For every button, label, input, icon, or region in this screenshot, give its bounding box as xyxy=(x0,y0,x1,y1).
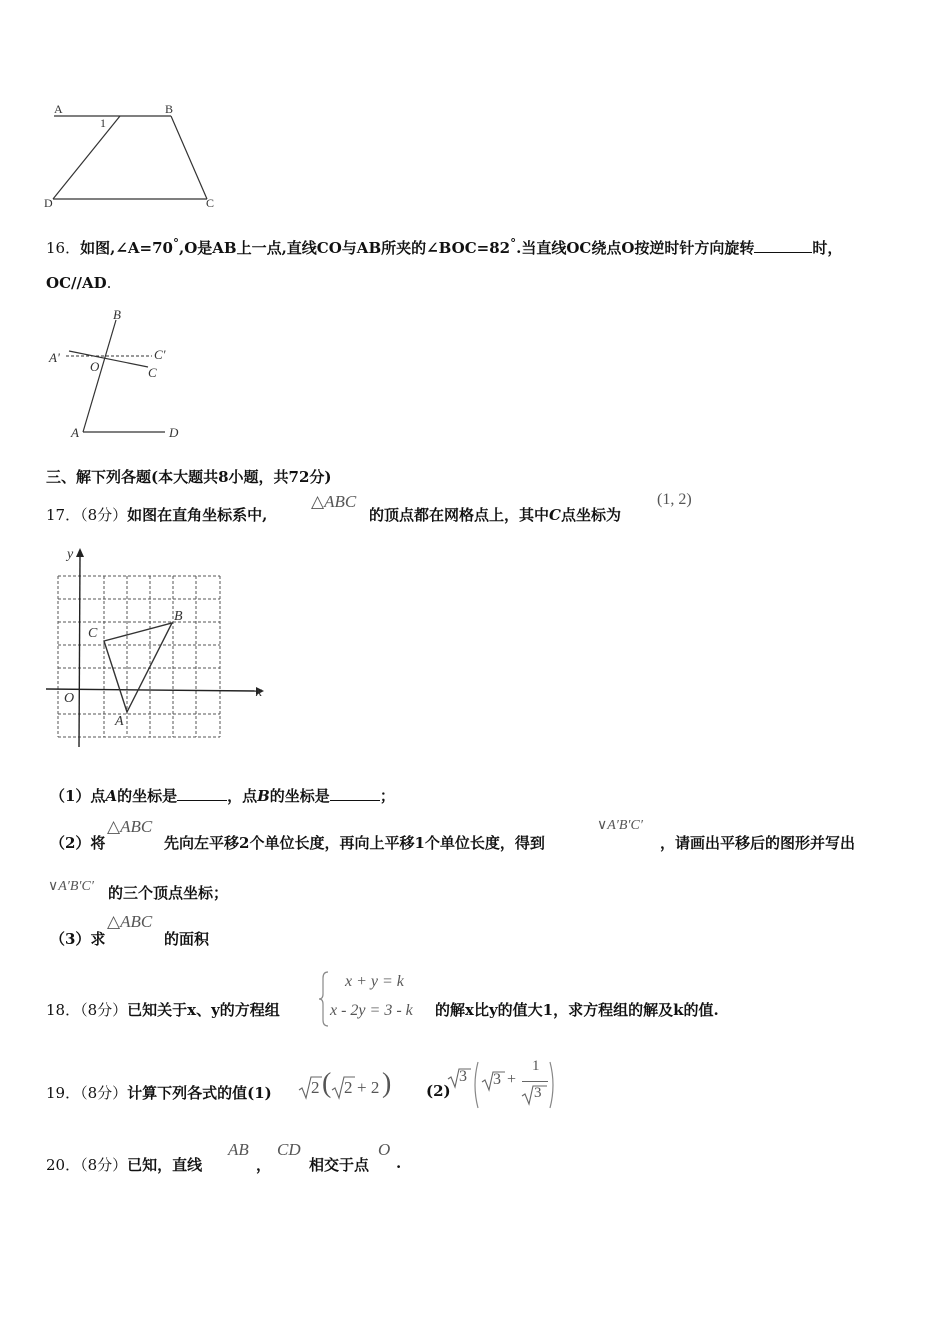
q19-expr2-fraction-bar xyxy=(522,1081,548,1082)
q20-point-o: O xyxy=(378,1140,391,1159)
q16-text-3: .当直线OC绕点O按逆时针方向旋转 xyxy=(516,239,755,257)
label-c: C xyxy=(148,365,157,380)
q19-expr2-inner-radicand: 3 xyxy=(493,1071,501,1088)
q18-number: 18． xyxy=(46,1001,81,1019)
q17-sub3-t1: 的面积 xyxy=(164,930,210,948)
label-c-prime: C' xyxy=(154,347,166,362)
q19-text-1: 计算下列各式的值(1) xyxy=(127,1084,272,1102)
q20-line-ab: AB xyxy=(228,1140,249,1159)
q16-answer-blank[interactable] xyxy=(754,240,812,253)
q19-expr2-fraction-numerator: 1 xyxy=(532,1058,540,1074)
q16-degree-2: ° xyxy=(510,236,517,250)
q16-text-4: 时， xyxy=(812,239,843,257)
q17-sub1-t1: 的坐标是 xyxy=(117,787,178,805)
q17-sub3-triangle: △ABC xyxy=(107,912,153,931)
q18-points: （8分） xyxy=(80,1001,128,1019)
x-axis xyxy=(46,689,256,691)
q19-points: （8分） xyxy=(80,1084,128,1102)
rotation-figure xyxy=(44,304,194,444)
label-b: B xyxy=(113,307,121,322)
label-a: A xyxy=(54,102,63,116)
q19-expr1-outer-radicand: 2 xyxy=(311,1078,320,1097)
q19-part2-label: (2) xyxy=(426,1082,451,1100)
q17-sub1 xyxy=(50,785,395,806)
q17-sub1-t3: 的坐标是 xyxy=(269,787,330,805)
q18-line xyxy=(46,999,280,1020)
q17-sub2-label: （2）将 xyxy=(50,834,106,852)
label-b: B xyxy=(165,102,174,116)
coordinate-grid-figure xyxy=(42,544,270,750)
q17-c-coordinate: (1, 2) xyxy=(657,491,692,508)
q18-equation-2: x - 2y = 3 - k xyxy=(330,1002,413,1019)
q20-text-2: 相交于点 xyxy=(309,1156,370,1174)
q17-sub1-a: A xyxy=(105,787,118,805)
q19-expr2-left-paren xyxy=(470,1060,480,1110)
q17-sub1-label: （1）点 xyxy=(50,787,106,805)
q17-sub1-t4: ； xyxy=(379,787,395,805)
q17-text-3: 点坐标为 xyxy=(560,506,621,524)
section-3-heading: 三、解下列各题(本大题共8小题，共72分) xyxy=(46,468,332,486)
q17-number: 17． xyxy=(46,506,81,524)
axis-label-x: x xyxy=(256,685,263,700)
q17-sub2-triangle: △ABC xyxy=(107,817,153,836)
q20-text-1: 已知，直线 xyxy=(127,1156,203,1174)
trapezoid-figure xyxy=(40,98,230,213)
q17-line1 xyxy=(46,504,267,525)
q19-line xyxy=(46,1082,272,1103)
q17-text-2: 的顶点都在网格点上，其中 xyxy=(369,506,550,524)
q16-text-2: ,O是AB上一点,直线CO与AB所夹的∠BOC=82 xyxy=(178,239,511,257)
q16-text-1: 如图,∠A=70 xyxy=(80,239,173,257)
line-ab xyxy=(83,320,116,432)
q20-comma: ， xyxy=(256,1156,272,1174)
segment-d-to-ab xyxy=(53,116,120,199)
q17-text-1: 如图在直角坐标系中, xyxy=(127,506,268,524)
label-d: D xyxy=(169,425,179,440)
q18-text-1: 已知关于x、y的方程组 xyxy=(127,1001,280,1019)
q17-sub2-t1: 先向左平移2个单位长度，再向上平移1个单位长度，得到 xyxy=(164,834,545,852)
label-1: 1 xyxy=(100,116,106,130)
q19-expr1-open-paren: ( xyxy=(322,1068,332,1099)
y-axis-arrow xyxy=(76,548,84,557)
q16-degree-1: ° xyxy=(172,236,179,250)
line-oc xyxy=(69,351,148,367)
q17-sub1-t2: ，点 xyxy=(227,787,258,805)
vertex-label-a: A xyxy=(115,714,124,729)
q20-number: 20． xyxy=(46,1156,81,1174)
q19-number: 19． xyxy=(46,1084,81,1102)
q20-points: （8分） xyxy=(80,1156,128,1174)
q19-expr2-right-paren xyxy=(548,1060,558,1110)
q19-expr1-inner-radicand: 2 xyxy=(344,1078,353,1097)
q17-sub2-t2: ，请画出平移后的图形并写出 xyxy=(660,834,856,852)
q19-expr2-outer-radicand: 3 xyxy=(459,1068,467,1085)
label-d: D xyxy=(44,196,53,210)
q18-text-2: 的解x比y的值大1，求方程组的解及k的值. xyxy=(435,1001,719,1019)
q19-expr2-fraction-denominator: 3 xyxy=(534,1085,542,1101)
q16-line2 xyxy=(46,274,111,292)
q17-sub1-b: B xyxy=(257,787,270,805)
label-o: O xyxy=(90,359,100,374)
q20-line xyxy=(46,1154,202,1175)
q16-line2-end: . xyxy=(106,274,112,292)
q17-triangle-abc: △ABC xyxy=(311,492,357,511)
q16-number: 16． xyxy=(46,239,81,257)
q17-sub2-t3: 的三个顶点坐标； xyxy=(108,884,229,902)
vertex-label-b: B xyxy=(174,609,183,624)
dashed-grid xyxy=(58,576,220,737)
q17-answer-b-blank[interactable] xyxy=(330,788,380,801)
y-axis xyxy=(79,556,80,747)
label-a-prime: A' xyxy=(49,350,60,365)
vertex-label-c: C xyxy=(88,626,98,641)
q19-expr1-plus-two: + 2 xyxy=(357,1078,380,1097)
q20-end: . xyxy=(396,1154,402,1172)
axis-label-y: y xyxy=(67,547,74,562)
q17-answer-a-blank[interactable] xyxy=(177,788,227,801)
label-a: A xyxy=(71,425,79,440)
q18-system-brace xyxy=(318,970,330,1028)
origin-label: O xyxy=(64,691,75,706)
q17-sub2-image-triangle: ∨A′B′C′ xyxy=(597,818,643,833)
q20-line-cd: CD xyxy=(277,1140,301,1159)
q18-equation-1: x + y = k xyxy=(345,973,404,990)
q17-c-label: C xyxy=(549,506,561,524)
q16-line2-text: OC//AD xyxy=(46,274,107,292)
label-c: C xyxy=(206,196,215,210)
q16-line1 xyxy=(46,236,842,258)
q19-expr1-close-paren: ) xyxy=(382,1068,392,1099)
q17-sub2-image-triangle-2: ∨A′B′C′ xyxy=(48,879,94,894)
segment-bc xyxy=(171,116,207,199)
q17-text-2-line xyxy=(369,504,621,525)
q19-expr2-plus: + xyxy=(507,1071,517,1088)
q17-points: （8分） xyxy=(80,506,128,524)
q17-sub3-label: （3）求 xyxy=(50,930,106,948)
